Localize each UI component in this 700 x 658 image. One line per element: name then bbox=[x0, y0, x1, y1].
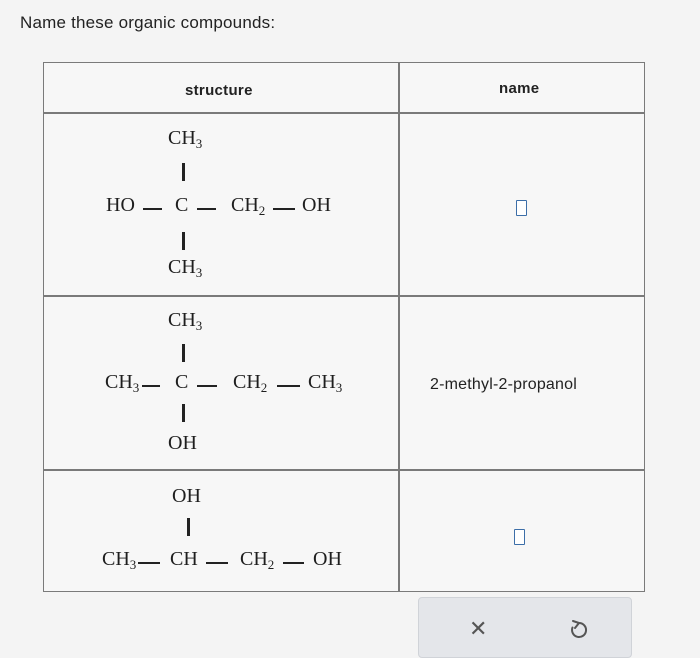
close-icon[interactable]: ✕ bbox=[469, 616, 488, 641]
undo-icon[interactable] bbox=[569, 618, 589, 644]
atom-top: OH bbox=[172, 485, 201, 507]
undo-icon-svg bbox=[569, 618, 589, 640]
atom-right1: $CH_2$ bbox=[240, 548, 275, 572]
atom-bottom: $CH_3$ bbox=[168, 256, 203, 280]
atom-left: $CH_3$ bbox=[105, 371, 140, 395]
column-divider bbox=[398, 63, 400, 591]
bond bbox=[182, 344, 185, 362]
answer-input-3[interactable] bbox=[514, 529, 525, 545]
row-divider-2 bbox=[44, 469, 644, 471]
bond bbox=[182, 163, 185, 181]
atom-right2: OH bbox=[302, 194, 331, 216]
bond bbox=[142, 385, 160, 387]
answer-toolbar bbox=[418, 597, 632, 658]
bond bbox=[197, 385, 217, 387]
atom-right2: $CH_3$ bbox=[308, 371, 343, 395]
answer-input-1[interactable] bbox=[516, 200, 527, 216]
bond bbox=[277, 385, 300, 387]
bond bbox=[206, 562, 228, 564]
atom-top: $CH_3$ bbox=[168, 127, 203, 151]
atom-center: C bbox=[175, 194, 189, 216]
bond bbox=[182, 232, 185, 250]
bond bbox=[197, 208, 216, 210]
atom-bottom: OH bbox=[168, 432, 197, 454]
name-header: name bbox=[499, 80, 540, 97]
bond bbox=[143, 208, 162, 210]
atom-right1: $CH_2$ bbox=[231, 194, 266, 218]
atom-right1: $CH_2$ bbox=[233, 371, 268, 395]
structure-header: structure bbox=[185, 82, 253, 99]
compounds-table bbox=[43, 62, 645, 592]
row-divider-1 bbox=[44, 295, 644, 297]
atom-center: CH bbox=[170, 548, 198, 570]
atom-top: $CH_3$ bbox=[168, 309, 203, 333]
atom-left: $CH_3$ bbox=[102, 548, 137, 572]
atom-center: C bbox=[175, 371, 189, 393]
atom-right2: OH bbox=[313, 548, 342, 570]
bond bbox=[187, 518, 190, 536]
question-prompt: Name these organic compounds: bbox=[20, 13, 276, 32]
header-divider bbox=[44, 112, 644, 114]
bond bbox=[273, 208, 295, 210]
bond bbox=[182, 404, 185, 422]
bond bbox=[138, 562, 160, 564]
atom-left: HO bbox=[106, 194, 135, 216]
compound-name-2: 2-methyl-2-propanol bbox=[430, 376, 577, 393]
bond bbox=[283, 562, 304, 564]
